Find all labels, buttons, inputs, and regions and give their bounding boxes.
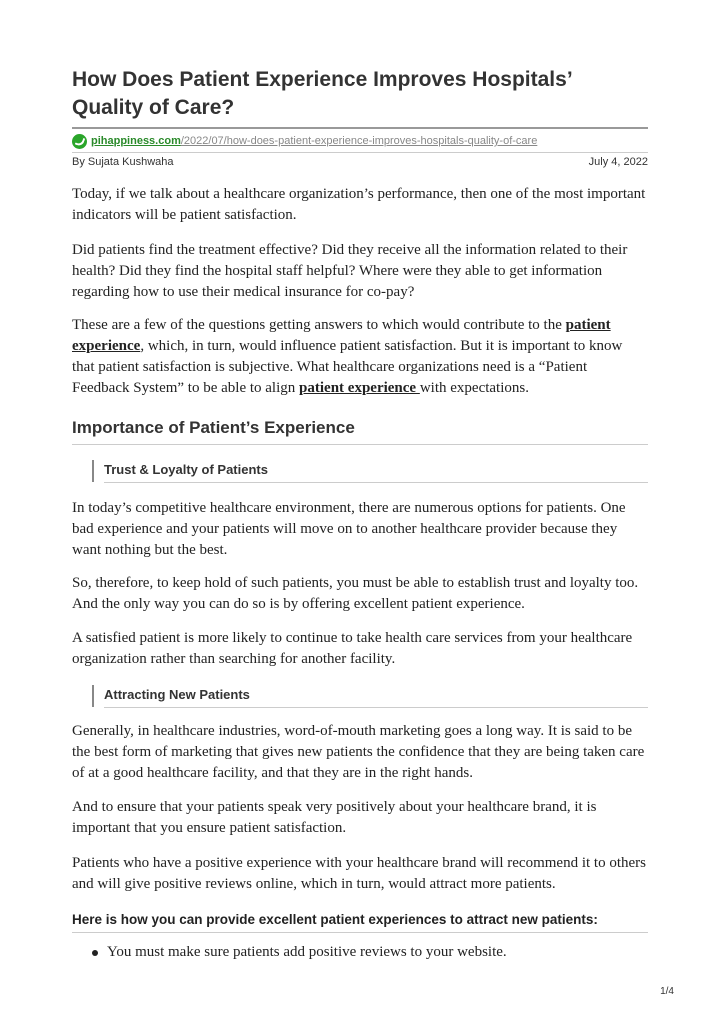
publish-date: July 4, 2022	[588, 156, 648, 168]
heading-attracting-divider	[104, 707, 648, 708]
patient-experience-link-2[interactable]: patient experience	[299, 380, 420, 396]
paragraph-3-text-middle: , which, in turn, would influence patient satisfaction. But it is important to know that patient satisfaction is subjective. What healthcare organizations need is a “Patient Feedback System” to be able to align	[72, 338, 623, 396]
heading-trust-loyalty: Trust & Loyalty of Patients	[92, 460, 660, 482]
source-divider	[72, 152, 648, 153]
bullet-icon	[92, 950, 98, 956]
paragraph-5: So, therefore, to keep hold of such patients, you must be able to establish trust and loyalty too. And the only way you can do so is by offering excellent patient experience.	[72, 575, 639, 612]
list-item-text: You must make sure patients add positive reviews to your website.	[107, 944, 507, 960]
list-item	[92, 942, 648, 963]
patient-experience-link-1[interactable]: patient experience	[72, 317, 611, 354]
paragraph-6: A satisfied patient is more likely to continue to take health care services from your healthcare organization rather than searching for another facility.	[72, 630, 633, 667]
title-divider	[72, 127, 648, 129]
heading-how-to: Here is how you can provide excellent patient experiences to attract new patients:	[72, 912, 598, 927]
heading-importance: Importance of Patient’s Experience	[72, 418, 355, 437]
article-title: How Does Patient Experience Improves Hospitals’ Quality of Care?	[72, 68, 572, 119]
paragraph-3	[72, 315, 648, 399]
heading-importance-divider	[72, 444, 648, 445]
heading-trust-divider	[104, 482, 648, 483]
article-meta	[72, 156, 648, 168]
heading-how-divider	[72, 932, 648, 933]
paragraph-9: Patients who have a positive experience with your healthcare brand will recommend it to others and will give positive reviews online, which in turn, would attract more patients.	[72, 855, 646, 892]
source-logo-icon	[72, 134, 87, 149]
source-domain-link[interactable]: pihappiness.com	[91, 135, 181, 147]
paragraph-4: In today’s competitive healthcare environment, there are numerous options for patients. One bad experience and your patients will move on to another healthcare provider because they want nothing but the best.	[72, 500, 626, 558]
paragraph-8: And to ensure that your patients speak very positively about your healthcare brand, it is important that you ensure patient satisfaction.	[72, 799, 597, 836]
source-path-link[interactable]: /2022/07/how-does-patient-experience-improves-hospitals-quality-of-care	[180, 135, 538, 147]
page-number: 1/4	[660, 986, 674, 997]
paragraph-1: Today, if we talk about a healthcare organization’s performance, then one of the most important indicators will be patient satisfaction.	[72, 186, 646, 223]
paragraph-3-text-start: These are a few of the questions getting answers to which would contribute to the	[72, 317, 566, 333]
paragraph-2: Did patients find the treatment effective? Did they receive all the information related to their health? Did they find the hospital staff helpful? Where were they able to get information regarding how to use their medical insurance for co-pay?	[72, 242, 628, 300]
paragraph-7: Generally, in healthcare industries, word-of-mouth marketing goes a long way. It is said to be the best form of marketing that gives new patients the confidence that they are being taken care of at a good healthcare facility, and that they are in the right hands.	[72, 723, 645, 781]
source-line	[72, 132, 537, 150]
author: By Sujata Kushwaha	[72, 156, 174, 168]
heading-attracting: Attracting New Patients	[92, 685, 660, 707]
paragraph-3-text-end: with expectations.	[419, 380, 529, 396]
